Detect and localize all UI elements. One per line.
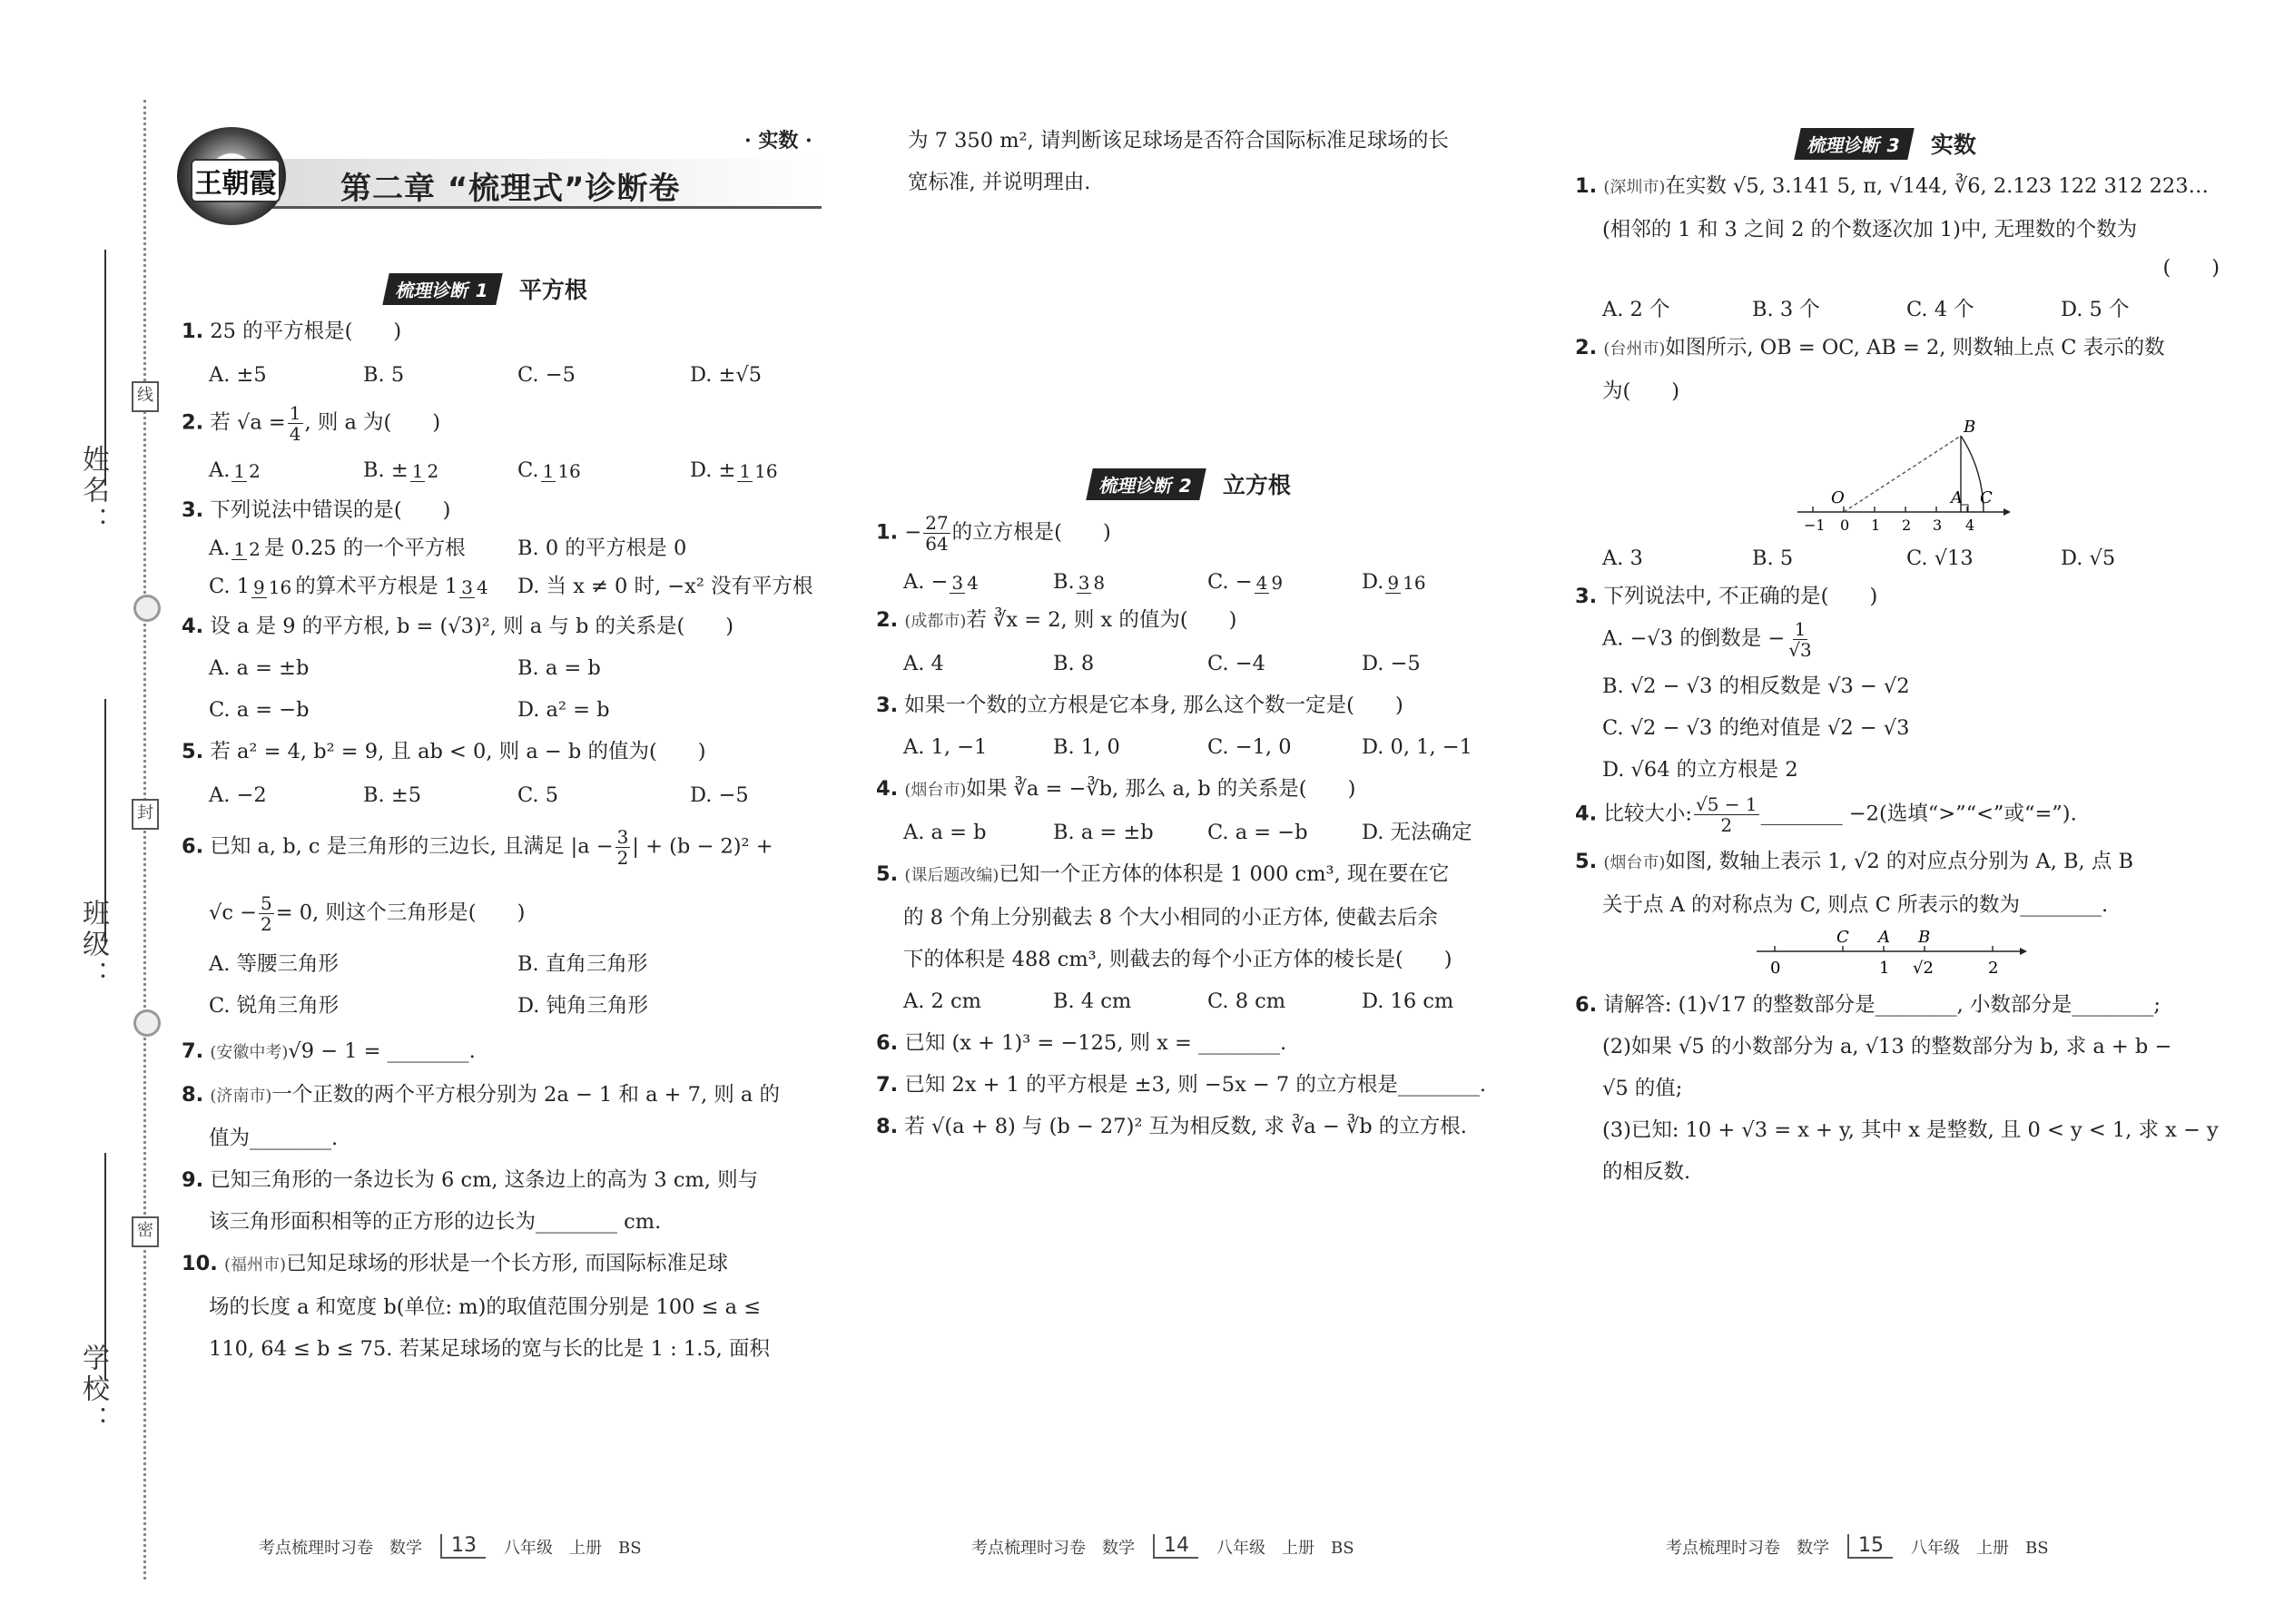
svg-text:A: A [1951, 488, 1963, 507]
footer-book: 考点梳理时习卷 数学 [971, 1538, 1135, 1558]
question-5: 5. (烟台市)如图, 数轴上表示 1, √2 的对应点分别为 A, B, 点 B [1575, 850, 2134, 873]
options: A. − 3 4 B. 3 8 C. − 4 9 D. 9 16 [903, 570, 1426, 594]
page-13-questions [182, 318, 822, 1363]
question-7: 7. 已知 2x + 1 的平方根是 ±3, 则 −5x − 7 的立方根是________. [876, 1073, 1487, 1097]
question-1: 1. (深圳市)在实数 √5, 3.141 5, π, √144, ∛6, 2.123 122 312 223… [1575, 174, 2210, 198]
svg-text:1: 1 [1871, 517, 1881, 534]
option-d: D. √64 的立方根是 2 [1602, 758, 1798, 782]
svg-text:0: 0 [1840, 517, 1850, 534]
binding-ring-icon [133, 595, 161, 622]
page-footer-15 [1666, 1534, 2049, 1559]
question-10: 10. (福州市)已知足球场的形状是一个长方形, 而国际标准足球 [182, 1252, 728, 1275]
svg-text:1: 1 [1879, 959, 1890, 978]
page-footer-14 [971, 1534, 1354, 1559]
svg-text:C: C [1980, 488, 1993, 507]
options: C. a = −b D. a² = b [209, 698, 610, 722]
question-1: 1. − $\frac{27}{64}$ 的立方根是( ) [876, 512, 1111, 555]
options: A. a = b B. a = ±b C. a = −b D. 无法确定 [903, 821, 1472, 844]
name-label: 姓名： [77, 445, 109, 537]
subject-tag: · 实数 · [744, 129, 812, 153]
svg-text:3: 3 [1933, 517, 1943, 534]
question-2-line2: 为( ) [1602, 379, 1680, 403]
svg-text:C: C [1836, 928, 1849, 947]
footer-grade: 八年级 上册 BS [1911, 1538, 2049, 1558]
question-6-line4: (3)已知: 10 + √3 = x + y, 其中 x 是整数, 且 0 < y < 1, 求 x − y [1602, 1118, 2219, 1142]
question-3: 3. 下列说法中错误的是( ) [182, 498, 451, 522]
options: C. 1 9 16 的算术平方根是 1 3 4 D. 当 x ≠ 0 时, −x² 没有平方根 [209, 575, 813, 598]
section-header-2 [1089, 468, 1291, 500]
q10-cont-line1: 为 7 350 m², 请判断该足球场是否符合国际标准足球场的长 [908, 129, 1449, 153]
option-b: B. √2 − √3 的相反数是 √3 − √2 [1602, 674, 1910, 698]
number-line-figure-q5 [1757, 926, 2029, 980]
number-line-figure-q2 [1793, 418, 2011, 536]
question-3: 3. 如果一个数的立方根是它本身, 那么这个数一定是( ) [876, 694, 1403, 717]
seal-line-mark: 线 [132, 381, 159, 412]
question-6: 6. 已知 a, b, c 是三角形的三边长, 且满足 |a − $\frac{3}{2}$ | + (b − 2)² + [182, 826, 773, 869]
options: A. −2 B. ±5 C. 5 D. −5 [209, 783, 749, 807]
question-7: 7. (安徽中考)√9 − 1 = ________. [182, 1039, 476, 1063]
page-14-questions [876, 513, 1530, 1140]
chapter-title: 第二章 “梳理式”诊断卷 [340, 171, 681, 207]
section-name: 实数 [1930, 132, 1976, 158]
question-5-line3: 下的体积是 488 cm³, 则截去的每个小正方体的棱长是( ) [903, 948, 1452, 971]
svg-text:4: 4 [1965, 517, 1975, 534]
question-8: 8. (济南市)一个正数的两个平方根分别为 2a − 1 和 a + 7, 则 a 的 [182, 1083, 780, 1107]
question-10-line3: 110, 64 ≤ b ≤ 75. 若某足球场的宽与长的比是 1 : 1.5, 面积 [209, 1337, 770, 1361]
svg-text:0: 0 [1770, 959, 1781, 978]
footer-grade: 八年级 上册 BS [504, 1538, 642, 1558]
options: A. 3 B. 5 C. √13 D. √5 [1602, 546, 2116, 570]
option-a: A. −√3 的倒数是 − $\frac{1}{√3}$ [1602, 618, 1812, 661]
school-label: 学校： [77, 1343, 109, 1436]
section-tag: 梳理诊断 2 [1086, 468, 1206, 500]
page-footer-13 [259, 1534, 642, 1559]
options: A. 1, −1 B. 1, 0 C. −1, 0 D. 0, 1, −1 [903, 735, 1472, 759]
footer-book: 考点梳理时习卷 数学 [259, 1538, 422, 1558]
question-4: 4. 比较大小: $\frac{√5 - 1}{2}$ ________ −2(选填“>”“<”或“=”). [1575, 793, 2077, 836]
question-3: 3. 下列说法中, 不正确的是( ) [1575, 585, 1878, 608]
options: A. a = ±b B. a = b [209, 656, 601, 680]
answer-paren: ( ) [2162, 256, 2220, 280]
page-number: 13 [440, 1534, 486, 1559]
question-5: 5. (课后题改编)已知一个正方体的体积是 1 000 cm³, 现在要在它 [876, 862, 1450, 886]
binding-dotted-line [143, 100, 146, 1580]
svg-text:2: 2 [1902, 517, 1912, 534]
seal-secret-mark: 密 [132, 1216, 159, 1247]
question-5-line2: 的 8 个角上分别截去 8 个大小相同的小正方体, 使截去后余 [903, 906, 1439, 930]
svg-text:B: B [1964, 418, 1976, 437]
question-6-line5: 的相反数. [1602, 1160, 1691, 1184]
seal-seal-mark: 封 [132, 799, 159, 830]
footer-book: 考点梳理时习卷 数学 [1666, 1538, 1829, 1558]
question-1-line2: (相邻的 1 和 3 之间 2 的个数逐次加 1)中, 无理数的个数为 [1602, 218, 2138, 241]
question-6-line2: √c − $\frac{5}{2}$ = 0, 则这个三角形是( ) [209, 892, 526, 935]
question-2: 2. (成都市)若 ∛x = 2, 则 x 的值为( ) [876, 608, 1237, 632]
svg-text:−1: −1 [1804, 517, 1826, 534]
question-5-line2: 关于点 A 的对称点为 C, 则点 C 所表示的数为________. [1602, 893, 2109, 917]
svg-text:√2: √2 [1913, 959, 1934, 978]
page-number: 14 [1153, 1534, 1198, 1559]
question-4: 4. (烟台市)如果 ∛a = −∛b, 那么 a, b 的关系是( ) [876, 777, 1356, 801]
class-label: 班级： [77, 899, 109, 991]
options: C. 锐角三角形 D. 钝角三角形 [209, 994, 649, 1018]
question-6-line2: (2)如果 √5 的小数部分为 a, √13 的整数部分为 b, 求 a + b − [1602, 1035, 2172, 1058]
q10-cont-line2: 宽标准, 并说明理由. [908, 171, 1091, 194]
section-header-1 [386, 272, 587, 305]
question-8: 8. 若 √(a + 8) 与 (b − 27)² 互为相反数, 求 ∛a − ∛b 的立方根. [876, 1115, 1467, 1138]
question-2: 2. (台州市)如图所示, OB = OC, AB = 2, 则数轴上点 C 表示的数 [1575, 336, 2165, 359]
page-15-questions [1575, 172, 2220, 1186]
question-5: 5. 若 a² = 4, b² = 9, 且 ab < 0, 则 a − b 的值为( ) [182, 740, 706, 763]
section-tag: 梳理诊断 1 [382, 273, 502, 305]
binding-ring-icon [133, 1009, 161, 1037]
svg-text:B: B [1918, 928, 1931, 947]
section-name: 平方根 [518, 277, 587, 303]
options: A. 1 2 是 0.25 的一个平方根 B. 0 的平方根是 0 [209, 536, 687, 560]
svg-text:O: O [1831, 488, 1845, 507]
page-number: 15 [1847, 1534, 1893, 1559]
section-name: 立方根 [1222, 472, 1291, 498]
question-6: 6. 请解答: (1)√17 的整数部分是________, 小数部分是________; [1575, 993, 2161, 1017]
options: A. 等腰三角形 B. 直角三角形 [209, 952, 648, 976]
question-6-line3: √5 的值; [1602, 1077, 1683, 1100]
question-9: 9. 已知三角形的一条边长为 6 cm, 这条边上的高为 3 cm, 则与 [182, 1168, 759, 1192]
question-1: 1. 25 的平方根是( ) [182, 320, 402, 343]
svg-text:2: 2 [1988, 959, 1999, 978]
options: A. 2 个 B. 3 个 C. 4 个 D. 5 个 [1602, 298, 2130, 321]
brand-logo-text: 王朝霞 [191, 159, 281, 202]
options: A. 1 2 B. ± 1 2 C. 1 16 D. ± 1 16 [209, 458, 778, 482]
question-6: 6. 已知 (x + 1)³ = −125, 则 x = ________. [876, 1031, 1287, 1055]
section-header-3 [1797, 127, 1976, 160]
footer-grade: 八年级 上册 BS [1216, 1538, 1354, 1558]
options: A. 2 cm B. 4 cm C. 8 cm D. 16 cm [903, 989, 1454, 1013]
svg-text:A: A [1878, 928, 1890, 947]
options: A. ±5 B. 5 C. −5 D. ±√5 [209, 363, 763, 387]
option-c: C. √2 − √3 的绝对值是 √2 − √3 [1602, 716, 1910, 740]
question-8-line2: 值为________. [209, 1127, 339, 1150]
question-4: 4. 设 a 是 9 的平方根, b = (√3)², 则 a 与 b 的关系是( ) [182, 615, 734, 638]
question-9-line2: 该三角形面积相等的正方形的边长为________ cm. [209, 1210, 662, 1234]
question-2: 2. 若 √a = $\frac{1}{4}$ , 则 a 为( ) [182, 402, 441, 445]
question-10-line2: 场的长度 a 和宽度 b(单位: m)的取值范围分别是 100 ≤ a ≤ [209, 1295, 762, 1319]
q10-continued [908, 127, 1543, 196]
section-tag: 梳理诊断 3 [1794, 128, 1914, 160]
options: A. 4 B. 8 C. −4 D. −5 [903, 652, 1421, 675]
